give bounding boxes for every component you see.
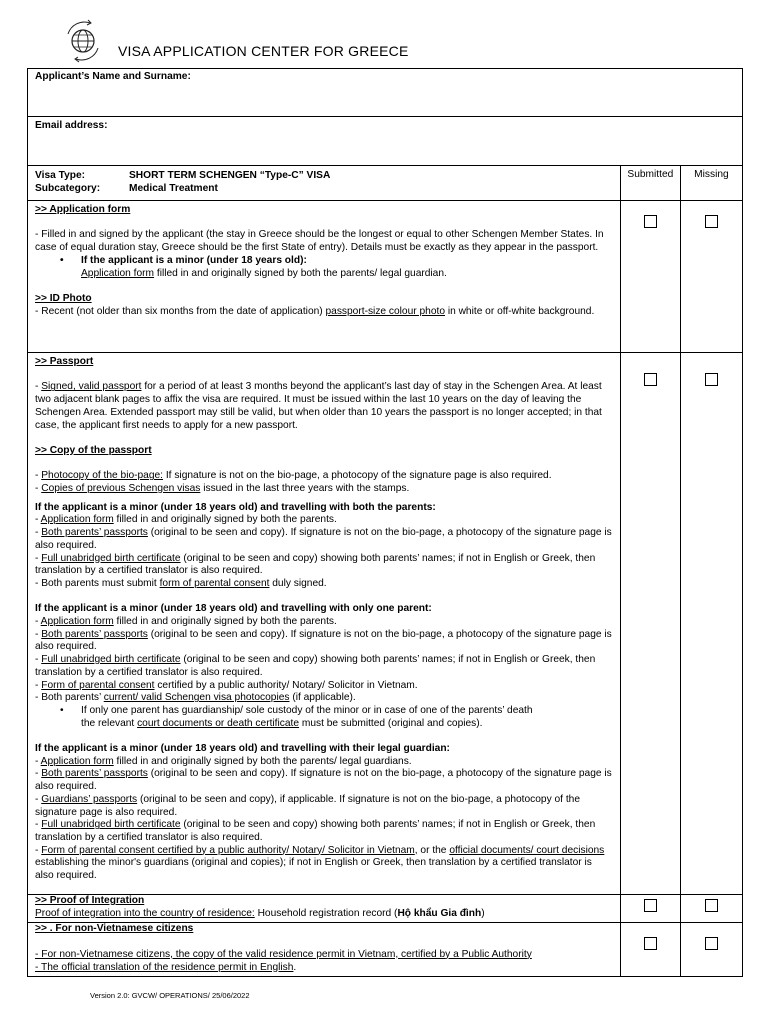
name-label: Applicant’s Name and Surname: [35,71,191,82]
integration-heading: >> Proof of Integration [35,895,145,906]
passport-heading: >> Passport [35,356,94,367]
submitted-checkbox[interactable] [644,937,657,950]
globe-logo-icon [58,14,108,64]
page-title: VISA APPLICATION CENTER FOR GREECE [118,43,409,59]
both-parents-heading: If the applicant is a minor (under 18 years old) and travelling with both the parents: [35,501,436,513]
missing-checkbox[interactable] [705,215,718,228]
non-vietnamese-heading: >> . For non-Vietnamese citizens [35,923,194,935]
email-label: Email address: [35,120,108,131]
valid-passport-link: Signed, valid passport [41,381,142,393]
integration-link: Proof of integration into the country of residence: [35,907,255,919]
id-photo-heading: >> ID Photo [35,292,92,304]
application-form-heading: >> Application form [35,204,131,215]
section-passport: >> Passport - Signed, valid passport for a period of at least 3 months beyond the applicant’s last day of stay in the Schengen Area. At least two adjacent blank pages to affix the visa are required. It must be issued within the last 10 years on the day of leaving the Schengen Area. Extended passport may still be valid, but when older than 10 years the passport is no longer accepted; in that case, the applicant first needs to apply for a new passport. >> Copy of the passport - Photocopy of the bio-page: If signature is not on the bio-page, a photocopy of the signature page is also required. - Copies of previous Schengen visas issued in the last three years with the stamps. If the applicant is a minor (under 18 years old) and travelling with both the parents: - Application form filled in and originally signed by both the parents. - Both parents’ passports (original to be seen and copy). If signature is not on the bio-page, a photocopy of the signature page is also required. - Full unabridged birth certificate (original to be seen and copy) showing both parents’ names; if not in English or Greek, then translation by a certified translator is also required. - Both parents must submit form of parental consent duly signed. If the applicant is a minor (under 18 years old) and travelling with only one parent: - Application form filled in and originally signed by both the parents. - Both parents’ passports (original to be seen and copy). If signature is not on the bio-page, a photocopy of the signature page is also required. - Full unabridged birth certificate (original to be seen and copy) showing both parents’ names; if not in English or Greek, then translation by a certified translator is also required. - Form of parental consent certified by a public authority/ Notary/ Solicitor in Vietnam. - Both parents’ current/ valid Schengen visa photocopies (if applicable). • If only one parent has guardianship/ sole custody of the minor or in case of one of the parents’ death the relevant court documents or death certificate must be submitted (original and copies). If the applicant is a minor (under 18 years old) and travelling with their legal guardian: - Application form filled in and originally signed by both the parents/ legal guardians. - Both parents’ passports (original to be seen and copy). If signature is not on the bio-page, a photocopy of the signature page is also required. - Guardians’ passports (original to be seen and copy), if applicable. If signature is not on the bio-page, a photocopy of the signature page is also required. - Full unabridged birth certificate (original to be seen and copy) showing both parents’ names; if not in English or Greek, then translation by a certified translator is also required. - Form of parental consent certified by a public authority/ Notary/ Solicitor in Vietnam, or the official documents/ court decisions establishing the minor's guardians (original and copies); if not in English or Greek, then translation by a certified translator is also required. [28,353,743,895]
subcategory-label: Subcategory: [35,182,101,194]
missing-column-header: Missing [694,169,729,180]
missing-checkbox[interactable] [705,373,718,386]
one-parent-heading: If the applicant is a minor (under 18 years old) and travelling with only one parent: [35,603,432,615]
submitted-column-header: Submitted [627,169,674,180]
bio-page-link: Photocopy of the bio-page: [41,470,164,482]
version-footer: Version 2.0: GVCW/ OPERATIONS/ 25/06/2022 [90,991,250,1000]
legal-guardian-heading: If the applicant is a minor (under 18 years old) and travelling with their legal guardian: [35,743,450,755]
submitted-checkbox[interactable] [644,373,657,386]
missing-checkbox[interactable] [705,899,718,912]
schengen-copies-link: Copies of previous Schengen visas [41,482,201,494]
submitted-checkbox[interactable] [644,899,657,912]
missing-checkbox[interactable] [705,937,718,950]
passport-photo-link: passport-size colour photo [325,305,445,317]
residence-permit-line: - For non-Vietnamese citizens, the copy of the valid residence permit in Vietnam, certified by a Public Authority [35,948,532,960]
subcategory-value: Medical Treatment [129,182,218,194]
visa-type-row [28,166,743,201]
section-application-form: >> Application form - Filled in and signed by the applicant (the stay in Greece should be the longest or equal to other Schengen Member States. In case of equal duration stay, Greece should be the first State of entry). Details must be exactly as they appear in the passport. • If the applicant is a minor (under 18 years old): Application form filled in and originally signed by both the parents/ legal guardian. >> ID Photo - Recent (not older than six months from the date of application) passport-size colour photo in white or off-white background. [28,201,743,353]
name-row [28,69,743,117]
application-form-text: - Filled in and signed by the applicant (the stay in Greece should be the longest or equal to other Schengen Member States. In case of equal duration stay, Greece should be the first State of entry). Details must be exactly as they appear in the passport. [35,229,604,254]
checklist-table [27,68,743,977]
minor-bullet: If the applicant is a minor (under 18 years old): [81,254,307,266]
section-non-vietnamese: >> . For non-Vietnamese citizens - For non-Vietnamese citizens, the copy of the valid residence permit in Vietnam, certified by a Public Authority - The official translation of the residence permit in English. [28,923,743,977]
visa-type-value: SHORT TERM SCHENGEN “Type-C” VISA [129,170,331,181]
submitted-checkbox[interactable] [644,215,657,228]
email-row [28,117,743,166]
minor-application-form-link: Application form [81,267,155,279]
copy-passport-heading: >> Copy of the passport [35,444,152,456]
visa-type-label: Visa Type: [35,170,86,181]
section-proof-integration: >> Proof of Integration Proof of integration into the country of residence: Household registration record (Hộ khẩu Gia đình) [28,895,743,923]
sole-custody-bullet: If only one parent has guardianship/ sole custody of the minor or in case of one of the parents’ death [81,704,533,716]
translation-line: - The official translation of the residence permit in English [35,961,294,973]
